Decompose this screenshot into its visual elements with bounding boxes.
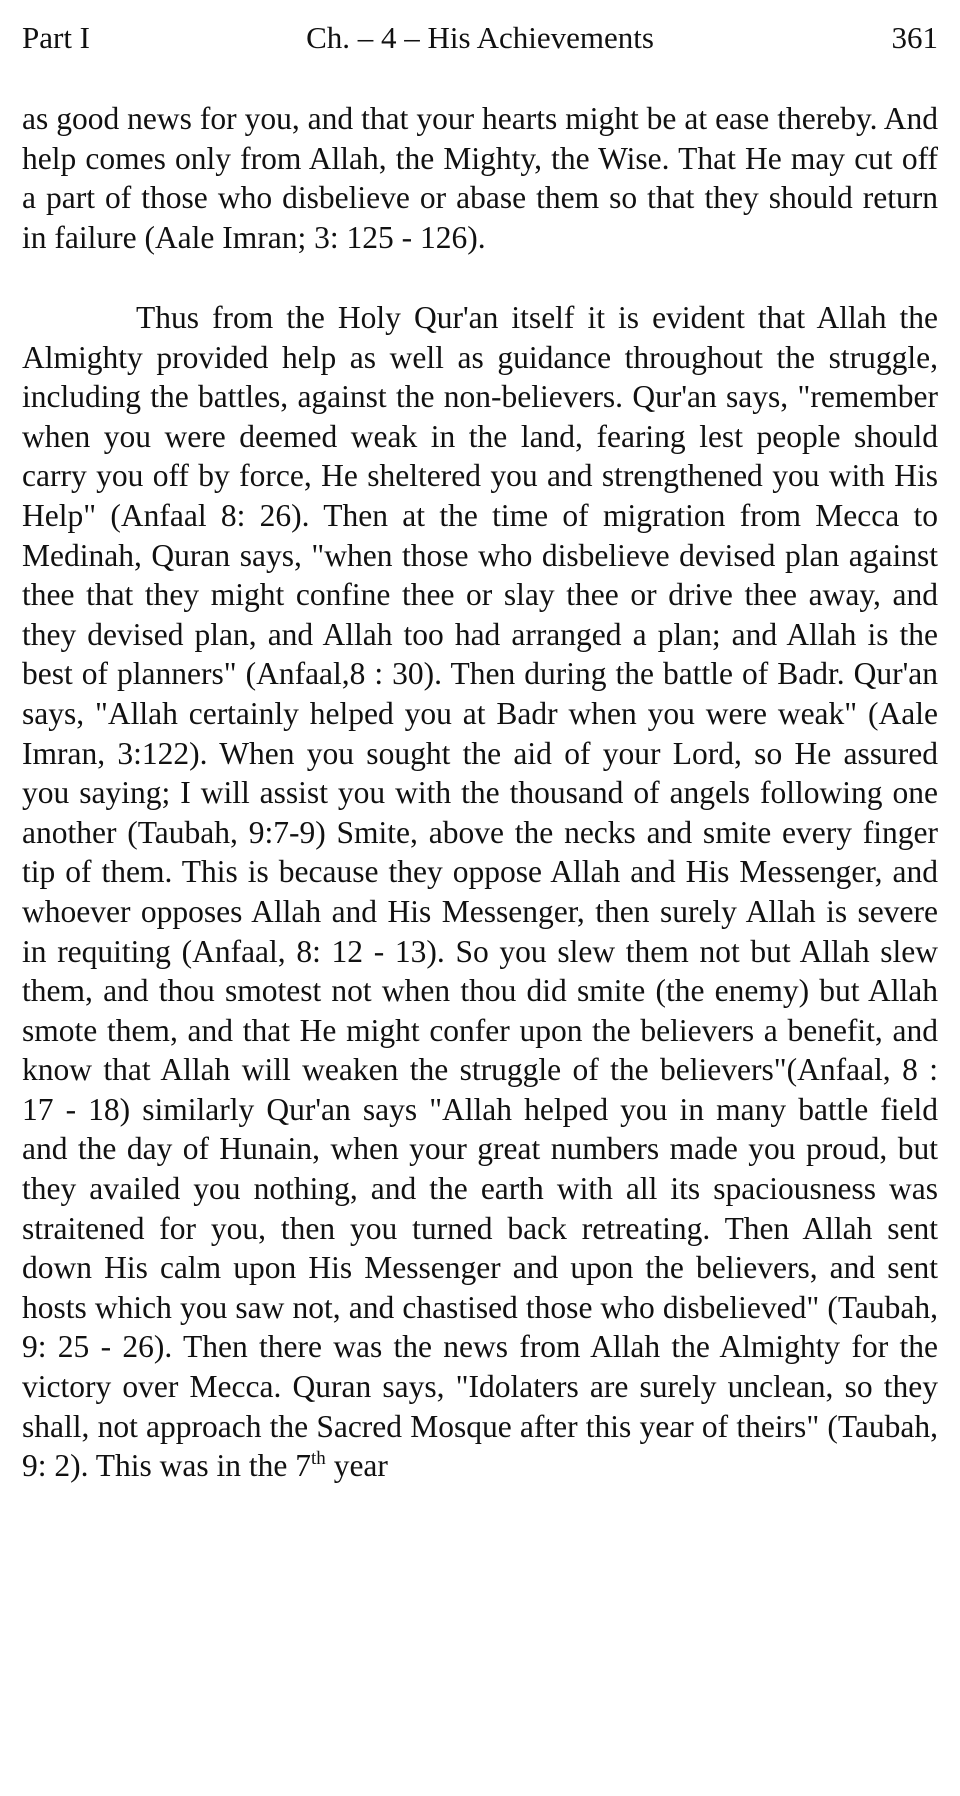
header-chapter-title: Ch. – 4 – His Achievements bbox=[306, 20, 654, 55]
header-part: Part I bbox=[22, 20, 91, 55]
paragraph-1: as good news for you, and that your hearts might be at ease thereby. And help comes only from Allah, the Mighty, the Wise. That He may cut off a part of those who disbelieve or abase them so that they should return in failure (Aale Imran; 3: 125 - 126). bbox=[22, 101, 938, 255]
paragraph-2-end: year bbox=[333, 1448, 388, 1484]
running-header bbox=[22, 16, 938, 60]
ordinal-suffix: th bbox=[311, 1448, 326, 1470]
page-number: 361 bbox=[891, 20, 938, 55]
ordinal-number: 7 bbox=[295, 1448, 312, 1484]
paragraph-2-text: Thus from the Holy Qur'an itself it is evident that Allah the Almighty provided help as well as guidance throughout the struggle, including the battles, against the non-believers. Qur'an says, "remember when you were deemed weak in the land, fearing lest people should carry you off by force, He sheltered you and strengthened you with His Help" (Anfaal 8: 26). Then at the time of migration from Mecca to Medinah, Quran says, "when those who disbelieve devised plan against thee that they might confine thee or slay thee or drive thee away, and they devised plan, and Allah too had arranged a plan; and Allah is the best of planners" (Anfaal,8 : 30). Then during the battle of Badr. Qur'an says, "Allah certainly helped you at Badr when you were weak" (Aale Imran, 3:122). When you sought the aid of your Lord, so He assured you saying; I will assist you with the thousand of angels following one another (Taubah, 9:7-9) Smite, above the necks and smite every finger tip of them. This is because they oppose Allah and His Messenger, and whoever opposes Allah and His Messenger, then surely Allah is severe in requiting (Anfaal, 8: 12 - 13). So you slew them not but Allah slew them, and thou smotest not when thou did smite (the enemy) but Allah smote them, and that He might confer upon the believers a benefit, and know that Allah will weaken the struggle of the believers"(Anfaal, 8 : 17 - 18) similarly Qur'an says "Allah helped you in many battle field and the day of Hunain, when your great numbers made you proud, but they availed you nothing, and the earth with all its spaciousness was straitened for you, then you turned back retreating. Then Allah sent down His calm upon His Messenger and upon the believers, and sent hosts which you saw not, and chastised those who disbelieved" (Taubah, 9: 25 - 26). Then there was the news from Allah the Almighty for the victory over Mecca. Quran says, "Idolaters are surely unclean, so they shall, not approach the Sacred Mosque after this year of theirs" (Taubah, 9: 2). This was in the bbox=[22, 300, 938, 1484]
paragraph-2 bbox=[22, 298, 938, 1486]
